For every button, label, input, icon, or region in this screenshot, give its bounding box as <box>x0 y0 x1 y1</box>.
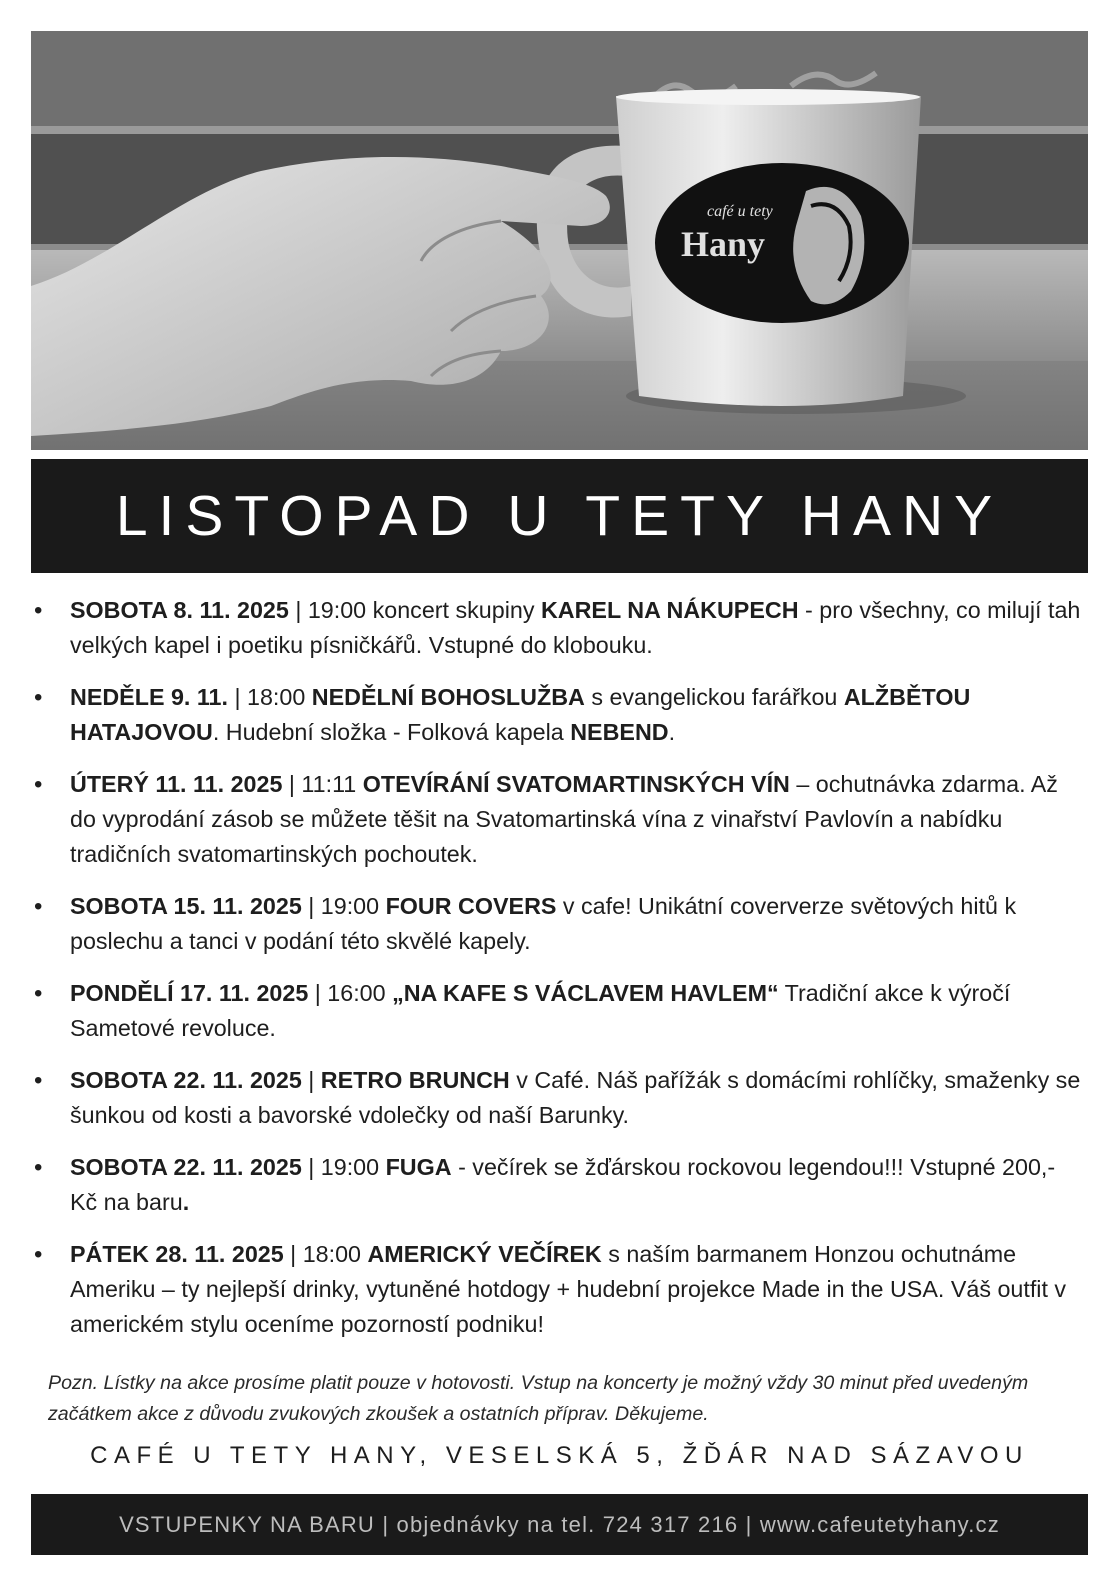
event-date: SOBOTA 22. 11. 2025 <box>70 1067 302 1093</box>
event-title: AMERICKÝ VEČÍREK <box>367 1241 602 1267</box>
separator: | <box>288 597 308 623</box>
event-description: . Hudební složka - Folková kapela <box>212 719 571 745</box>
separator: | <box>308 980 328 1006</box>
event-guest: ALŽBĚTOU HATAJOVOU <box>70 684 971 745</box>
separator: | <box>282 771 302 797</box>
event-time: 16:00 <box>327 980 393 1006</box>
event-list <box>31 593 1088 1359</box>
hero-photo <box>31 31 1088 450</box>
event-time: 19:00 koncert skupiny <box>307 597 541 623</box>
venue-address: CAFÉ U TETY HANY, VESELSKÁ 5, ŽĎÁR NAD SÁZAVOU <box>90 1442 1029 1469</box>
coffee-cup-photo <box>31 31 1088 450</box>
event-time: 11:11 <box>301 771 363 797</box>
event-date: SOBOTA 15. 11. 2025 <box>70 893 302 919</box>
event-time: 19:00 <box>320 1154 386 1180</box>
payment-note: Pozn. Lístky na akce prosíme platit pouze v hotovosti. Vstup na koncerty je možný vždy 30 minut před uvedeným začátkem akce z důvodu zvukových zkoušek a ostatních příprav. Děkujeme. <box>48 1372 1029 1425</box>
list-item <box>31 1150 1088 1220</box>
event-date: ÚTERÝ 11. 11. 2025 <box>70 771 283 797</box>
event-title: RETRO BRUNCH <box>320 1067 510 1093</box>
event-title: OTEVÍRÁNÍ SVATOMARTINSKÝCH VÍN <box>362 771 790 797</box>
event-description: v cafe! Unikátní coververze světových hitů k poslechu a tanci v podání této skvělé kapely. <box>70 893 1017 954</box>
event-description: Tradiční akce k výročí Sametové revoluce. <box>70 980 1011 1041</box>
event-title: KAREL NA NÁKUPECH <box>540 597 799 623</box>
event-title: NEDĚLNÍ BOHOSLUŽBA <box>311 684 585 710</box>
event-time: 18:00 <box>246 684 312 710</box>
event-date: PÁTEK 28. 11. 2025 <box>70 1241 284 1267</box>
footer-contact: VSTUPENKY NA BARU | objednávky na tel. 724 317 216 | www.cafeutetyhany.cz <box>119 1511 1000 1537</box>
list-item <box>31 1237 1088 1342</box>
separator: | <box>301 1154 321 1180</box>
separator: | <box>227 684 247 710</box>
list-item <box>31 889 1088 959</box>
event-description: - večírek se žďárskou rockovou legendou!!! Vstupné 200,- Kč na baru <box>70 1154 1056 1215</box>
event-title: FUGA <box>385 1154 452 1180</box>
list-item <box>31 1063 1088 1133</box>
separator: | <box>301 1067 321 1093</box>
event-description: - pro všechny, co milují tah velkých kapel i poetiku písničkářů. Vstupné do klobouku. <box>70 597 1081 658</box>
list-item <box>31 767 1088 872</box>
event-description: s naším barmanem Honzou ochutnáme Ameriku – ty nejlepší drinky, vytuněné hotdogy + hudební projekce Made in the USA. Váš outfit v americkém stylu oceníme pozorností podniku! <box>70 1241 1067 1337</box>
logo-small-text: café u tety <box>707 203 773 220</box>
separator: | <box>283 1241 303 1267</box>
event-time: 18:00 <box>302 1241 368 1267</box>
event-time: 19:00 <box>320 893 386 919</box>
event-date: SOBOTA 8. 11. 2025 <box>70 597 289 623</box>
logo-big-text: Hany <box>681 224 766 264</box>
list-item <box>31 976 1088 1046</box>
event-period: . <box>182 1189 190 1215</box>
footer-banner <box>31 1494 1088 1555</box>
event-description: – ochutnávka zdarma. Až do vyprodání zásob se můžete těšit na Svatomartinská vína z vinařství Pavlovín a nabídku tradičních svatomartinských pochoutek. <box>70 771 1058 867</box>
event-description: v Café. Náš pařížák s domácími rohlíčky, smaženky se šunkou od kosti a bavorské vdolečky od naší Barunky. <box>70 1067 1081 1128</box>
separator: | <box>301 893 321 919</box>
event-date: PONDĚLÍ 17. 11. 2025 <box>70 980 309 1006</box>
event-band: NEBEND <box>570 719 669 745</box>
title-banner <box>31 459 1088 573</box>
event-date: NEDĚLE 9. 11. <box>70 684 228 710</box>
event-description: s evangelickou farářkou <box>584 684 844 710</box>
event-description: . <box>668 719 676 745</box>
event-title: „NA KAFE S VÁCLAVEM HAVLEM“ <box>392 980 779 1006</box>
list-item <box>31 593 1088 663</box>
list-item <box>31 680 1088 750</box>
page-title: LISTOPAD U TETY HANY <box>115 484 1004 548</box>
event-title: FOUR COVERS <box>385 893 557 919</box>
event-date: SOBOTA 22. 11. 2025 <box>70 1154 302 1180</box>
